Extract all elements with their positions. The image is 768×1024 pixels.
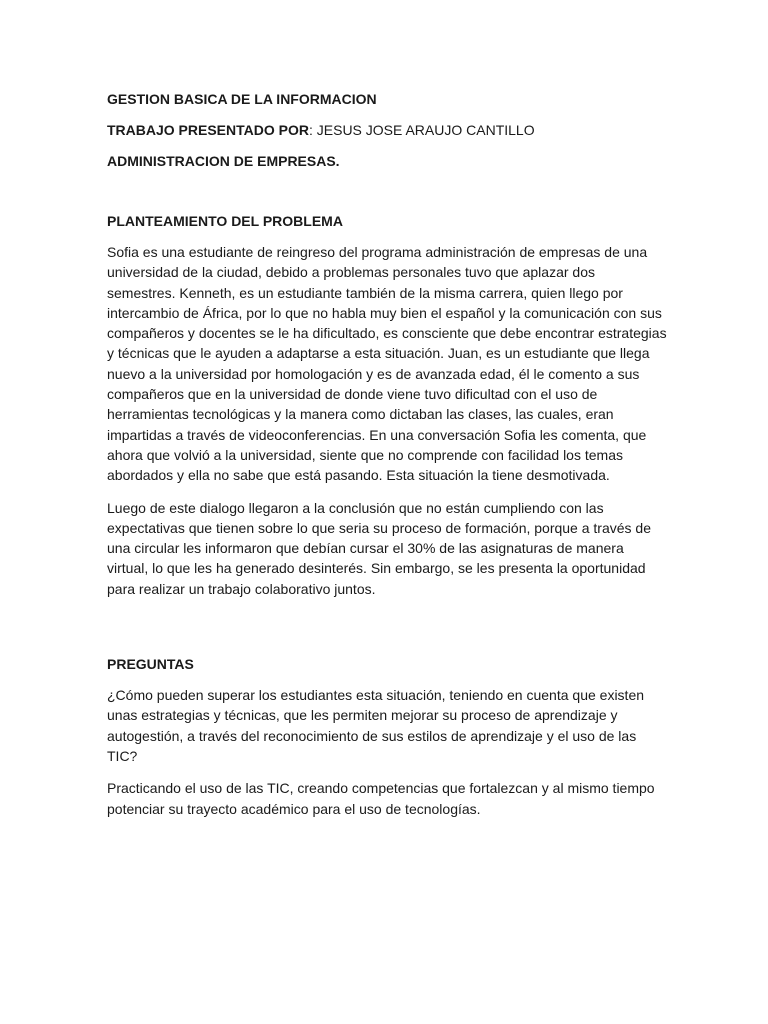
answer-text: Practicando el uso de las TIC, creando competencias que fortalezcan y al mismo tiempo potenciar su trayecto académico para el uso de tecnologías. [107, 780, 655, 817]
presented-by-label: TRABAJO PRESENTADO POR [107, 122, 309, 138]
course-title: GESTION BASICA DE LA INFORMACION [107, 91, 377, 107]
presented-by-name: : JESUS JOSE ARAUJO CANTILLO [308, 122, 535, 138]
problem-paragraph-1: Sofia es una estudiante de reingreso del programa administración de empresas de una universidad de la ciudad, debido a problemas personales tuvo que aplazar dos semestres. Kenneth, es un estudiante también de la misma carrera, quien llego por intercambio de África, por lo que no habla muy bien el español y la comunicación con sus compañeros y docentes se le ha dificultado, es consciente que debe encontrar estrategias y técnicas que le ayuden a adaptarse a esta situación. Juan, es un estudiante que llega nuevo a la universidad por homologación y es de avanzada edad, él le comento a sus compañeros que en la universidad de donde viene tuvo dificultad con el uso de herramientas tecnológicas y la manera como dictaban las clases, las cuales, eran impartidas a través de videoconferencias. En una conversación Sofia les comenta, que ahora que volvió a la universidad, siente que no comprende con facilidad los temas abordados y ella no sabe que está pasando. Esta situación la tiene desmotivada. [107, 244, 667, 484]
problem-heading: PLANTEAMIENTO DEL PROBLEMA [107, 213, 343, 229]
document-page [107, 88, 667, 819]
problem-paragraph-2: Luego de este dialogo llegaron a la conclusión que no están cumpliendo con las expectativas que tienen sobre lo que seria su proceso de formación, porque a través de una circular les informaron que debían cursar el 30% de las asignaturas de manera virtual, lo que les ha generado desinterés. Sin embargo, se les presenta la oportunidad para realizar un trabajo colaborativo juntos. [107, 499, 651, 597]
question-text: ¿Cómo pueden superar los estudiantes esta situación, teniendo en cuenta que existen unas estrategias y técnicas, que les permiten mejorar su proceso de aprendizaje y autogestión, a través del reconocimiento de sus estilos de aprendizaje y el uso de las TIC? [107, 687, 645, 764]
questions-heading: PREGUNTAS [107, 656, 194, 673]
program-name: ADMINISTRACION DE EMPRESAS. [107, 153, 340, 169]
presented-by-line [107, 119, 667, 141]
